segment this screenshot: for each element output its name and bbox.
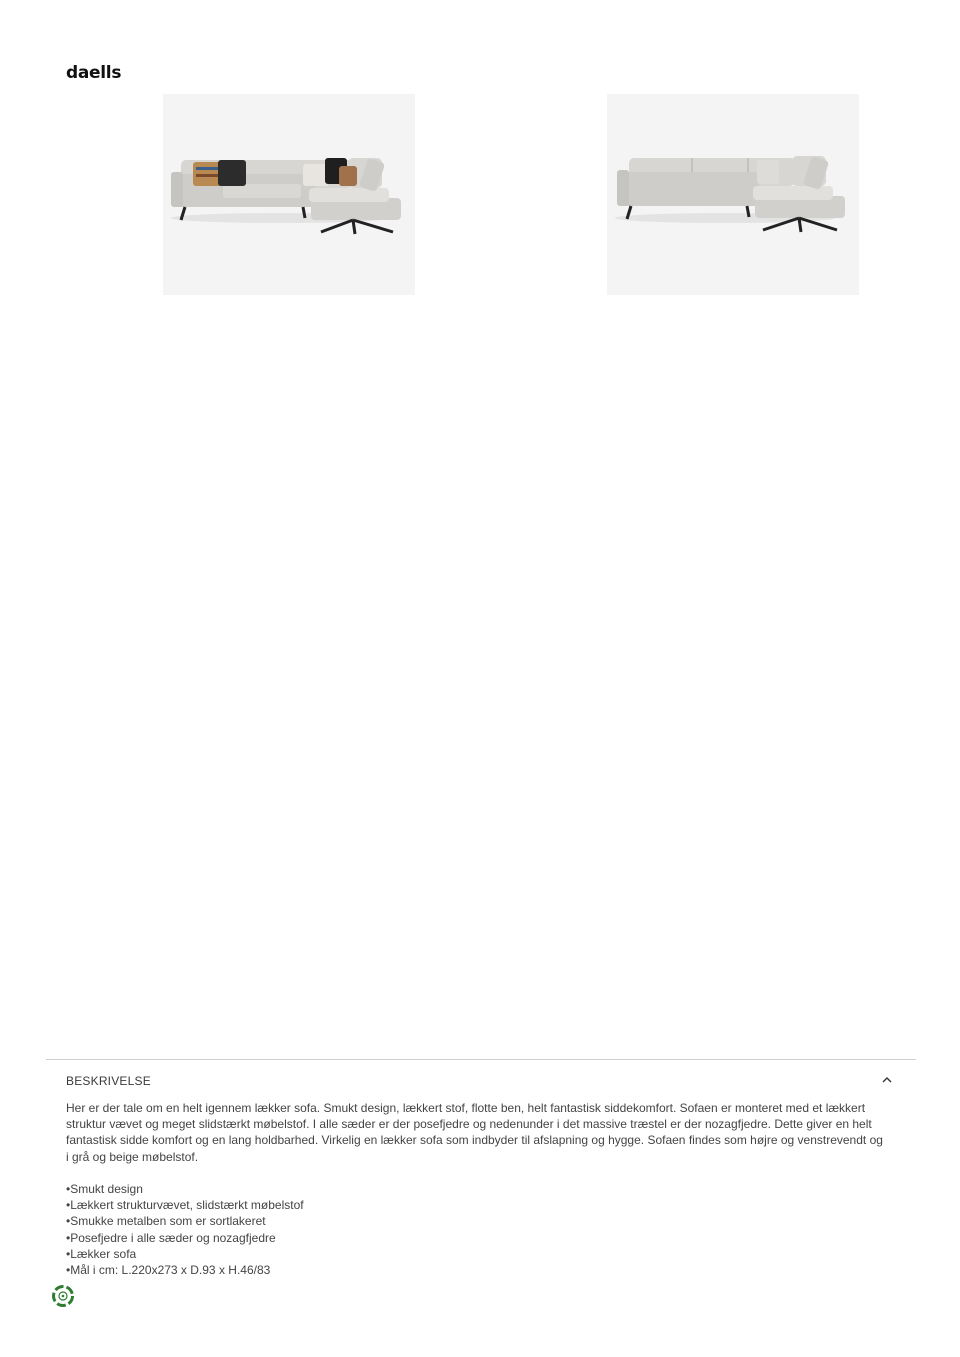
description-accordion-header[interactable]	[46, 1060, 916, 1100]
feature-item: • Posefjedre i alle sæder og nozagfjedre	[66, 1230, 666, 1246]
sofa-plain-image	[607, 94, 859, 295]
chevron-up-icon[interactable]	[880, 1073, 894, 1087]
sofa-with-pillows-image	[163, 94, 415, 295]
description-title: BESKRIVELSE	[66, 1074, 151, 1088]
feature-list	[66, 1181, 666, 1278]
brand-logo[interactable]: daells	[66, 63, 122, 83]
product-image-sofa-with-pillows[interactable]	[163, 94, 415, 295]
feature-item: • Mål i cm: L.220x273 x D.93 x H.46/83	[66, 1262, 666, 1278]
feature-item: • Smukt design	[66, 1181, 666, 1197]
feature-item: • Smukke metalben som er sortlakeret	[66, 1213, 666, 1229]
product-image-sofa-plain[interactable]	[607, 94, 859, 295]
feature-item: • Lækkert strukturvævet, slidstærkt møbelstof	[66, 1197, 666, 1213]
description-body: Her er der tale om en helt igennem lækker sofa. Smukt design, lækkert stof, flotte ben, helt fantastisk siddekomfort. Sofaen er monteret med et lækkert struktur vævet og meget slidstærkt møbelstof. I alle sæder er der posefjedre og nedenunder i det massive træstel er der nozagfjedre. Dette giver en helt fantastisk sidde komfort og en lang holdbarhed. Virkelig en lækker sofa som indbyder til afslapning og hygge. Sofaen findes som højre og venstrevendt og i grå og beige møbelstof.	[66, 1101, 883, 1164]
eco-badge-icon	[51, 1284, 75, 1308]
feature-item: • Lækker sofa	[66, 1246, 666, 1262]
